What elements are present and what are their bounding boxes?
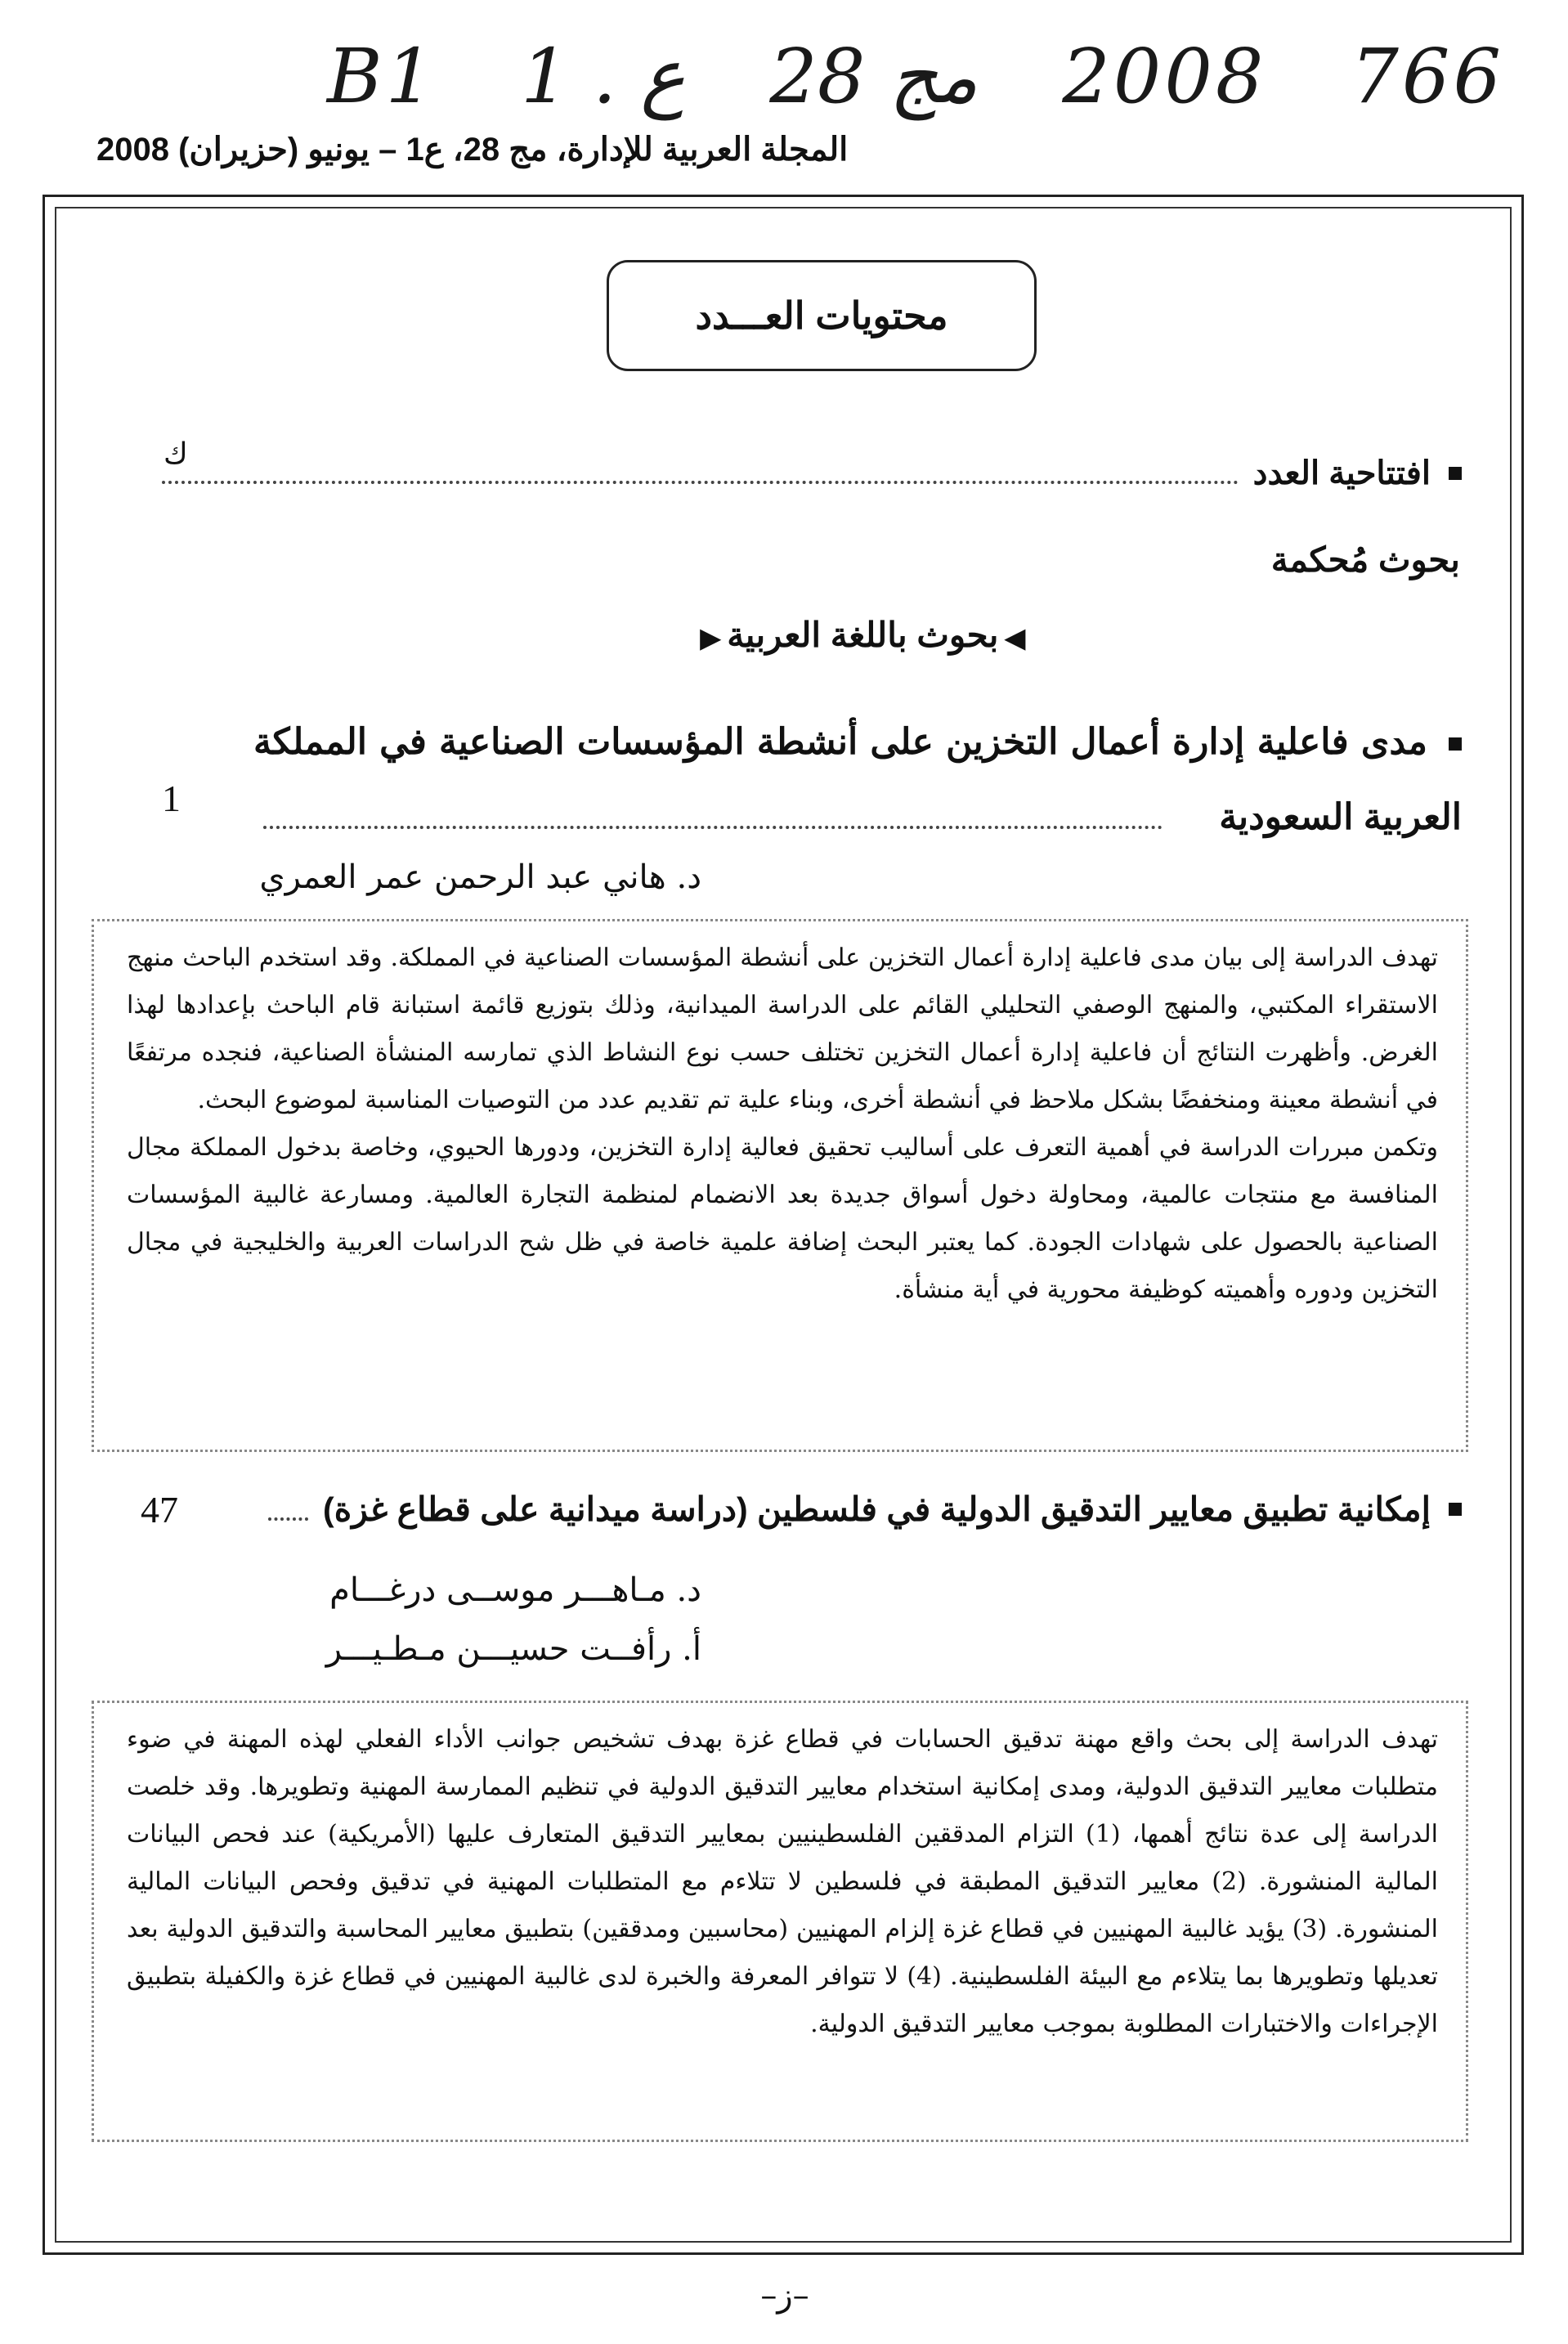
article-2-author-1: د. مـاهـــر موســى درغـــام [329, 1571, 701, 1609]
article-2-abstract [92, 1701, 1468, 2142]
toc-editorial-label: افتتاحية العدد [1252, 455, 1431, 491]
triangle-right-icon: ▶ [700, 623, 721, 652]
dot-leader [162, 481, 1239, 484]
handwritten-code: B1 [327, 32, 437, 120]
abstract-paragraph: وتكمن مبررات الدراسة في أهمية التعرف على أساليب تحقيق فعالية إدارة التخزين، ودورها الحيوي، وخاصة بدخول المملكة مجال المنافسة مع منتجات عالمية، ومحاولة دخول أسواق جديدة بعد الانضمام لمنظمة التجارة العالمية. ومسارعة غالبية المؤسسات الصناعية بالحصول على شهادات الجودة. كما يعتبر البحث إضافة علمية خاصة في ظل شح الدراسات العربية والخليجية في مجال التخزين ودوره وأهميته كوظيفة محورية في أية منشأة. [127, 1133, 1438, 1304]
bullet-icon [1449, 467, 1462, 480]
page-title: محتويات العـــدد [607, 260, 1037, 371]
abstract-paragraph: تهدف الدراسة إلى بيان مدى فاعلية إدارة أعمال التخزين على أنشطة المؤسسات الصناعية في المملكة. وقد استخدم الباحث منهج الاستقراء المكتبي، والمنهج الوصفي التحليلي القائم على الدراسة الميدانية، وذلك بتوزيع قائمة استبانة قام الباحث بإعدادها لهذا الغرض. وأظهرت النتائج أن فاعلية إدارة أعمال التخزين تختلف حسب نوع النشاط الذي تمارسه المنشأة الصناعية، فنجده مرتفعًا في أنشطة معينة ومنخفضًا بشكل ملاحظ في أنشطة أخرى، وبناء علية تم تقديم عدد من التوصيات المناسبة لموضوع البحث. [127, 943, 1438, 1114]
bullet-icon [1449, 737, 1462, 751]
article-2-title[interactable] [253, 1490, 1462, 1529]
toc-editorial-page: ك [164, 437, 188, 471]
handwritten-volume: 28 مج [769, 32, 979, 120]
article-1-title[interactable] [253, 705, 1462, 855]
arabic-section-heading [694, 615, 1032, 655]
refereed-heading: بحوث مُحكمة [1270, 540, 1460, 579]
journal-header: المجلة العربية للإدارة، مج 28، ع1 – يونيو (حزيران) 2008 [96, 132, 849, 168]
bullet-icon [1449, 1503, 1462, 1516]
article-1-abstract [92, 919, 1468, 1452]
arabic-section-label: بحوث باللغة العربية [727, 616, 999, 654]
handwritten-issue: 1 . ع [521, 32, 686, 120]
toc-row-editorial[interactable] [147, 455, 1462, 492]
handwritten-annotation [327, 15, 1504, 137]
article-2-title-text: إمكانية تطبيق معايير التدقيق الدولية في فلسطين (دراسة ميدانية على قطاع غزة) [323, 1490, 1431, 1528]
handwritten-number: 766 [1351, 32, 1504, 120]
article-2-page: 47 [141, 1489, 178, 1531]
triangle-left-icon: ◀ [1005, 623, 1025, 652]
page-number: –ز– [760, 2277, 809, 2315]
article-1-author: د. هاني عبد الرحمن عمر العمري [259, 858, 701, 896]
dot-leader [268, 1517, 308, 1521]
dot-leader [263, 826, 1163, 829]
article-2-author-2: أ. رأفــت حسيـــن مـطـيـــر [325, 1630, 701, 1668]
abstract-paragraph: تهدف الدراسة إلى بحث واقع مهنة تدقيق الحسابات في قطاع غزة بهدف تشخيص جوانب الأداء الفعلي لهذه المهنة في ضوء متطلبات معايير التدقيق الدولية، ومدى إمكانية استخدام معايير التدقيق الدولية في تنظيم الممارسة المهنية وتطويرها. وقد خلصت الدراسة إلى عدة نتائج أهمها، (1) التزام المدققين الفلسطينيين بمعايير التدقيق المتعارف عليها (الأمريكية) عند فحص البيانات المالية المنشورة. (2) معايير التدقيق المطبقة في فلسطين لا تتلاءم مع المتطلبات المهنية في تدقيق وفحص البيانات المالية المنشورة. (3) يؤيد غالبية المهنيين في قطاع غزة إلزام المهنيين (محاسبين ومدققين) بتطبيق معايير المحاسبة والتدقيق الدولية بعد تعديلها وتطويرها بما يتلاءم مع البيئة الفلسطينية. (4) لا تتوافر المعرفة والخبرة لدى غالبية المهنيين في قطاع غزة والكفيلة بتطبيق الإجراءات والاختبارات المطلوبة بموجب معايير التدقيق الدولية. [127, 1725, 1438, 2038]
article-1-page: 1 [162, 778, 181, 819]
article-1-title-text: مدى فاعلية إدارة أعمال التخزين على أنشطة المؤسسات الصناعية في المملكة العربية السعودية [253, 722, 1462, 837]
handwritten-year: 2008 [1062, 32, 1267, 120]
